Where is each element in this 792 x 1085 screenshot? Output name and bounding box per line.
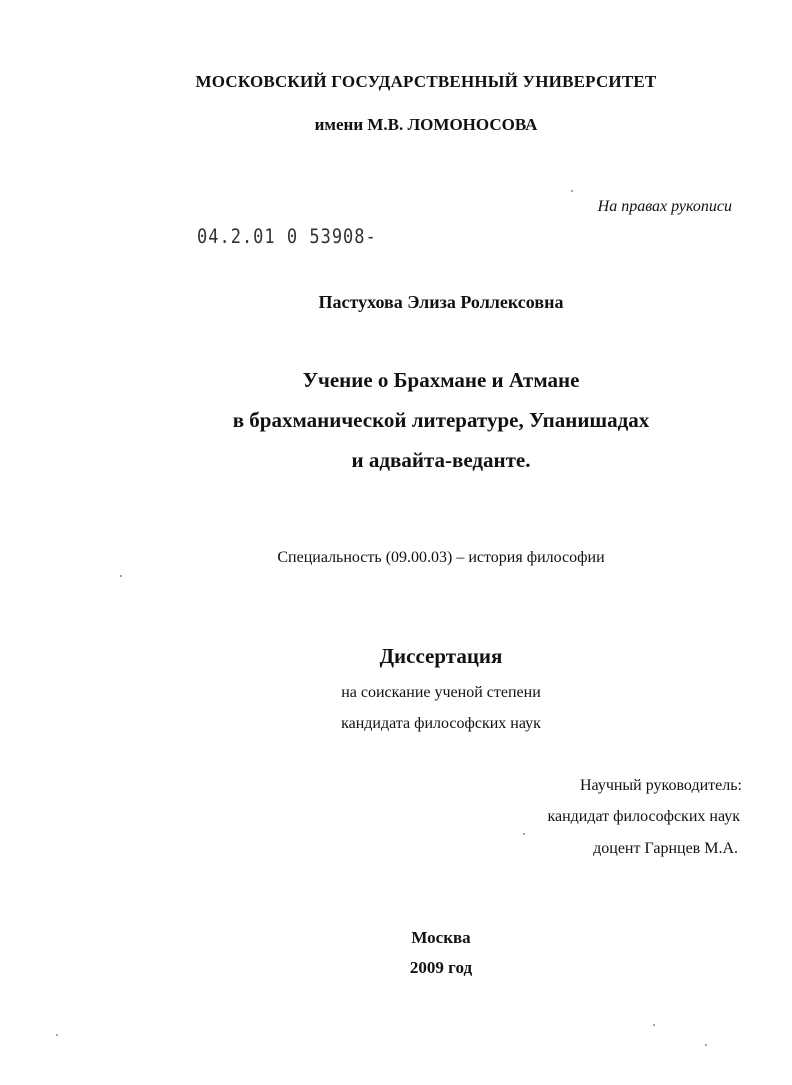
archive-stamp: 04.2.01 0 53908-	[197, 225, 377, 249]
scan-speck	[523, 833, 525, 835]
scan-speck	[705, 1044, 707, 1046]
city: Москва	[411, 928, 471, 947]
work-type-heading: Диссертация	[379, 644, 503, 668]
supervisor-label: Научный руководитель:	[579, 777, 742, 794]
university-name: МОСКОВСКИЙ ГОСУДАРСТВЕННЫЙ УНИВЕРСИТЕТ	[195, 72, 657, 91]
scan-speck	[571, 190, 573, 192]
thesis-title-line-2: в брахманической литературе, Упанишадах	[232, 408, 650, 432]
thesis-title-line-1: Учение о Брахмане и Атмане	[302, 368, 580, 392]
university-named-after: имени М.В. ЛОМОНОСОВА	[314, 115, 538, 134]
year: 2009 год	[409, 958, 473, 977]
scan-speck	[56, 1034, 58, 1036]
author-name: Пастухова Элиза Роллексовна	[318, 292, 564, 312]
supervisor-degree: кандидат философских наук	[547, 808, 740, 825]
scan-speck	[120, 575, 122, 577]
thesis-title-line-3: и адвайта-веданте.	[351, 448, 531, 472]
degree-line-1: на соискание ученой степени	[341, 684, 541, 701]
specialty-line: Специальность (09.00.03) – история философии	[277, 549, 605, 566]
manuscript-note: На правах рукописи	[597, 198, 732, 215]
supervisor-name: доцент Гарнцев М.А.	[593, 840, 738, 857]
degree-line-2: кандидата философских наук	[341, 715, 541, 732]
scan-speck	[653, 1024, 655, 1026]
